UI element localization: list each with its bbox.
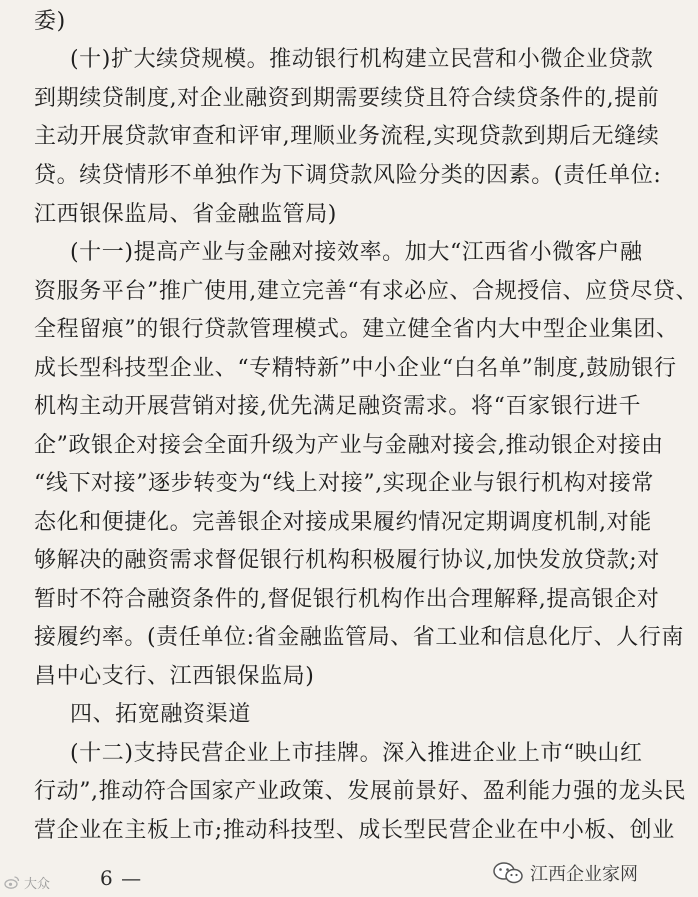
paragraph-heading-10: (十)扩大续贷规模。推动银行机构建立民营和小微企业贷款 — [70, 47, 654, 72]
text-line: “线下对接”逐步转变为“线上对接”,实现企业与银行机构对接常 — [34, 471, 654, 496]
text-line: 营企业在主板上市;推动科技型、成长型民营企业在中小板、创业 — [34, 818, 675, 843]
text-line: 企”政银企对接会全面升级为产业与金融对接会,推动银企对接由 — [34, 433, 664, 458]
text-line: 够解决的融资需求督促银行机构积极履行协议,加快发放贷款;对 — [34, 548, 660, 573]
text-line: 暂时不符合融资条件的,督促银行机构作出合理解释,提高银企对 — [34, 587, 660, 612]
text-line: 全程留痕”的银行贷款管理模式。建立健全省内大中型企业集团、 — [34, 317, 679, 342]
text-line: 机构主动开展营销对接,优先满足融资需求。将“百家银行进千 — [34, 394, 642, 419]
text-line: 行动”,推动符合国家产业政策、发展前景好、盈利能力强的龙头民 — [34, 779, 687, 804]
paragraph-heading-11: (十一)提高产业与金融对接效率。加大“江西省小微客户融 — [70, 240, 643, 265]
text-line: 昌中心支行、江西银保监局) — [34, 664, 315, 689]
text-line: 资服务平台”推广使用,建立完善“有求必应、合规授信、应贷尽贷、 — [34, 279, 698, 304]
text-line: 到期续贷制度,对企业融资到期需要续贷且符合续贷条件的,提前 — [34, 86, 660, 111]
text-line: 贷。续贷情形不单独作为下调贷款风险分类的因素。(责任单位: — [34, 163, 662, 188]
text-line: 态化和便捷化。完善银企对接成果履约情况定期调度机制,对能 — [34, 510, 652, 535]
section-heading-4: 四、拓宽融资渠道 — [70, 702, 251, 727]
wechat-watermark — [492, 856, 638, 890]
paragraph-heading-12: (十二)支持民营企业上市挂牌。深入推进企业上市“映山红 — [70, 741, 643, 766]
weibo-text: 大众 — [24, 876, 51, 892]
text-line: 接履约率。(责任单位:省金融监管局、省工业和信息化厅、人行南 — [34, 625, 684, 650]
watermark-text: 江西企业家网 — [530, 864, 638, 885]
wechat-icon — [492, 861, 524, 885]
weibo-icon — [4, 874, 20, 890]
text-line: 成长型科技型企业、“专精特新”中小企业“白名单”制度,鼓励银行 — [34, 356, 677, 381]
weibo-watermark — [4, 870, 50, 894]
text-line: 江西银保监局、省金融监管局) — [34, 202, 337, 227]
text-line: 委) — [34, 9, 66, 34]
page-number: 6 — — [100, 866, 143, 890]
text-line: 主动开展贷款审查和评审,理顺业务流程,实现贷款到期后无缝续 — [34, 124, 660, 149]
